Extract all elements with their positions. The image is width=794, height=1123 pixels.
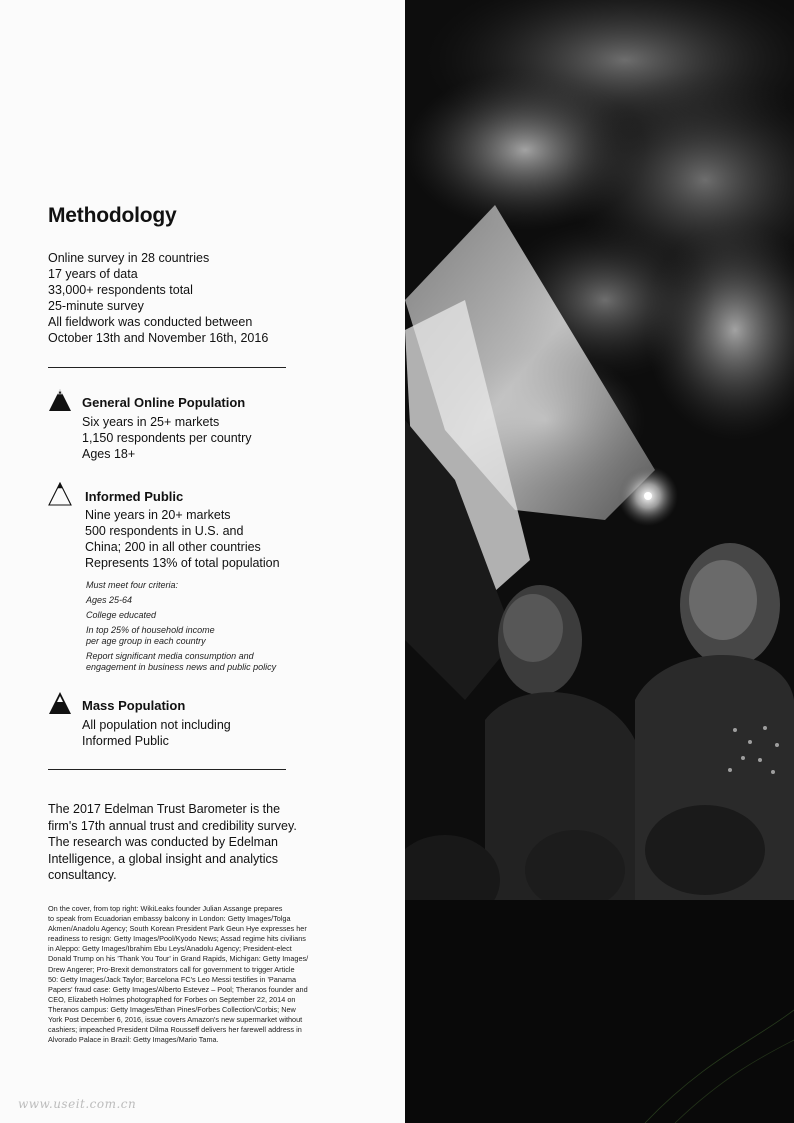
section-line: All population not including: [82, 718, 231, 732]
section-title: Mass Population: [82, 698, 186, 713]
section-title: Informed Public: [85, 489, 184, 504]
about-line: The 2017 Edelman Trust Barometer is the: [48, 802, 281, 816]
caption-line: to speak from Ecuadorian embassy balcony in London: Getty Images/Tolga: [48, 914, 291, 924]
section-body: [82, 414, 252, 462]
criteria-item: [86, 595, 276, 606]
section-line: Six years in 25+ markets: [82, 415, 220, 429]
protest-photo: [405, 0, 794, 1123]
about-line: consultancy.: [48, 868, 117, 882]
criteria-item: [86, 625, 276, 647]
outline-triangle-icon: [48, 482, 72, 506]
caption-line: 50: Getty Images/Jack Taylor; Barcelona FC's Leo Messi testifies in 'Panama: [48, 974, 297, 984]
caption-line: cashiers; impeached President Dilma Rousseff delivers her farewell address in: [48, 1025, 302, 1035]
section-line: Nine years in 20+ markets: [85, 508, 231, 522]
caption-line: Donald Trump on his 'Thank You Tour' in Grand Rapids, Michigan: Getty Images/: [48, 954, 309, 964]
caption-line: in Aleppo: Getty Images/Ibrahim Ebu Leys/Anadolu Agency; President-elect: [48, 944, 292, 954]
criteria-list: [86, 580, 276, 677]
caption-line: CEO, Elizabeth Holmes photographed for Forbes on September 22, 2014 on: [48, 994, 296, 1004]
caption-line: Papers' fraud case: Getty Images/Alberto Estevez – Pool; Theranos founder and: [48, 984, 308, 994]
about-paragraph: [48, 801, 297, 884]
criteria-line: engagement in business news and public policy: [86, 662, 277, 672]
caption-line: Akmen/Anadolu Agency; South Korean President Park Geun Hye expresses her: [48, 924, 307, 934]
criteria-line: College educated: [86, 610, 157, 620]
about-line: The research was conducted by Edelman: [48, 835, 278, 849]
watermark: www.useit.com.cn: [18, 1097, 137, 1111]
summary-line: All fieldwork was conducted between: [48, 315, 253, 329]
criteria-line: per age group in each country: [86, 636, 206, 646]
section-title: General Online Population: [82, 395, 246, 410]
criteria-line: In top 25% of household income: [86, 625, 215, 635]
criteria-line: Report significant media consumption and: [86, 651, 254, 661]
criteria-item: [86, 651, 276, 673]
caption-line: York Post December 6, 2016, issue covers Amazon's new supermarket without: [48, 1015, 303, 1025]
methodology-summary: [48, 250, 268, 346]
section-line: Informed Public: [82, 734, 169, 748]
cover-photo-credits: [48, 904, 308, 1045]
summary-line: October 13th and November 16th, 2016: [48, 331, 269, 345]
section-line: Ages 18+: [82, 447, 136, 461]
summary-line: 33,000+ respondents total: [48, 283, 193, 297]
divider: [48, 769, 286, 770]
page-title: Methodology: [48, 204, 177, 227]
section-line: 500 respondents in U.S. and: [85, 524, 244, 538]
section-body: [82, 717, 231, 749]
criteria-line: Ages 25-64: [86, 595, 133, 605]
summary-line: Online survey in 28 countries: [48, 251, 210, 265]
summary-line: 17 years of data: [48, 267, 138, 281]
filled-triangle-icon: [48, 388, 72, 412]
triangle-apex-icon: [48, 691, 72, 715]
criteria-line: Must meet four criteria:: [86, 580, 179, 590]
about-line: Intelligence, a global insight and analytics: [48, 851, 279, 866]
section-line: Represents 13% of total population: [85, 556, 280, 570]
criteria-item: [86, 610, 276, 621]
caption-line: On the cover, from top right: WikiLeaks founder Julian Assange prepares: [48, 904, 283, 913]
caption-line: Drew Angerer; Pro-Brexit demonstrators call for government to trigger Article: [48, 964, 295, 974]
about-line: firm's 17th annual trust and credibility survey.: [48, 818, 297, 833]
section-body: [85, 507, 280, 571]
divider: [48, 367, 286, 368]
caption-line: Alvorado Palace in Brazil: Getty Images/Mario Tama.: [48, 1035, 219, 1045]
photo-illustration: [405, 0, 794, 1123]
section-line: 1,150 respondents per country: [82, 431, 252, 445]
section-line: China; 200 in all other countries: [85, 540, 261, 554]
criteria-item: [86, 580, 276, 591]
caption-line: Theranos campus: Getty Images/Ethan Pines/Forbes Collection/Corbis; New: [48, 1004, 296, 1014]
caption-line: readiness to resign: Getty Images/Pool/Kyodo News; Assad regime hits civilians: [48, 934, 306, 944]
summary-line: 25-minute survey: [48, 299, 144, 313]
